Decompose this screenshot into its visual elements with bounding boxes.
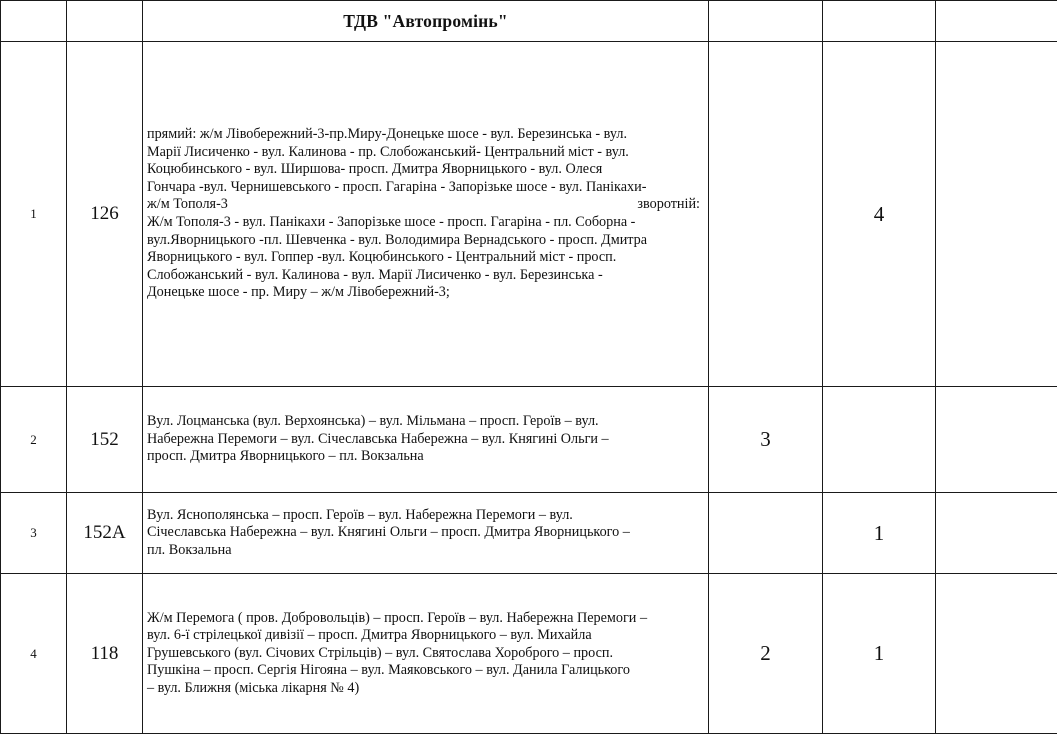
- route-line: Ж/м Тополя-3 - вул. Панікахи - Запорізьке шосе - просп. Гагаріна - пл. Соборна -: [147, 214, 704, 232]
- col5-value: [823, 387, 936, 493]
- col6-value: [936, 493, 1057, 574]
- col4-value: [709, 493, 823, 574]
- route-line: Донецьке шосе - пр. Миру – ж/м Лівобережний-3;: [147, 284, 704, 302]
- route-line-right: зворотній:: [637, 196, 704, 214]
- col4-value: 3: [709, 387, 823, 493]
- route-line: Вул. Лоцманська (вул. Верхоянська) – вул. Мільмана – просп. Героїв – вул.: [147, 413, 704, 431]
- company-title: ТДВ "Автопромінь": [143, 1, 709, 42]
- col4-value: [709, 42, 823, 387]
- col6-value: [936, 387, 1057, 493]
- col6-value: [936, 42, 1057, 387]
- route-line: Вул. Яснополянська – просп. Героїв – вул. Набережна Перемоги – вул.: [147, 507, 704, 525]
- route-line: Коцюбинського - вул. Ширшова- просп. Дмитра Яворницького - вул. Олеся: [147, 161, 704, 179]
- route-line: Яворницького - вул. Гоппер -вул. Коцюбинського - Центральний міст - просп.: [147, 249, 704, 267]
- route-line: – вул. Ближня (міська лікарня № 4): [147, 680, 704, 698]
- route-line: вул. 6-ї стрілецької дивізії – просп. Дмитра Яворницького – вул. Михайла: [147, 627, 704, 645]
- row-number: 3: [1, 493, 67, 574]
- route-line: Гончара -вул. Чернишевського - просп. Гагаріна - Запорізьке шосе - вул. Панікахи-: [147, 179, 704, 197]
- company-header-row: [1, 1, 1057, 42]
- route-line: Слобожанський - вул. Калинова - вул. Марії Лисиченко - вул. Березинська -: [147, 267, 704, 285]
- route-line: Марії Лисиченко - вул. Калинова - пр. Слобожанський- Центральний міст - вул.: [147, 144, 704, 162]
- route-line: Пушкіна – просп. Сергія Нігояна – вул. Маяковського – вул. Данила Галицького: [147, 662, 704, 680]
- row-number: 1: [1, 42, 67, 387]
- route-line: Грушевського (вул. Січових Стрільців) – вул. Святослава Хороброго – просп.: [147, 645, 704, 663]
- col5-value: 4: [823, 42, 936, 387]
- route-description: [143, 387, 709, 493]
- route-line: Набережна Перемоги – вул. Січеславська Набережна – вул. Княгині Ольги –: [147, 431, 704, 449]
- table-row: [1, 493, 1057, 574]
- table-row: [1, 387, 1057, 493]
- route-line: вул.Яворницького -пл. Шевченка - вул. Володимира Вернадського - просп. Дмитра: [147, 232, 704, 250]
- row-number: 2: [1, 387, 67, 493]
- route-number: 152: [67, 387, 143, 493]
- table-row: [1, 574, 1057, 734]
- col5-value: 1: [823, 574, 936, 734]
- route-number: 152А: [67, 493, 143, 574]
- header-cell-empty-1: [1, 1, 67, 42]
- route-number: 118: [67, 574, 143, 734]
- col4-value: 2: [709, 574, 823, 734]
- route-line-left: ж/м Тополя-3: [147, 196, 228, 214]
- table-row: [1, 42, 1057, 387]
- route-description: [143, 42, 709, 387]
- route-number: 126: [67, 42, 143, 387]
- header-cell-empty-5: [823, 1, 936, 42]
- route-line: прямий: ж/м Лівобережний-3-пр.Миру-Донецьке шосе - вул. Березинська - вул.: [147, 126, 704, 144]
- row-number: 4: [1, 574, 67, 734]
- route-line-split: [147, 196, 704, 214]
- route-line: Січеславська Набережна – вул. Княгині Ольги – просп. Дмитра Яворницького –: [147, 524, 704, 542]
- route-line: Ж/м Перемога ( пров. Добровольців) – просп. Героїв – вул. Набережна Перемоги –: [147, 610, 704, 628]
- col5-value: 1: [823, 493, 936, 574]
- header-cell-empty-2: [67, 1, 143, 42]
- route-line: пл. Вокзальна: [147, 542, 704, 560]
- header-cell-empty-4: [709, 1, 823, 42]
- route-description: [143, 493, 709, 574]
- route-line: просп. Дмитра Яворницького – пл. Вокзальна: [147, 448, 704, 466]
- col6-value: [936, 574, 1057, 734]
- route-description: [143, 574, 709, 734]
- header-cell-empty-6: [936, 1, 1057, 42]
